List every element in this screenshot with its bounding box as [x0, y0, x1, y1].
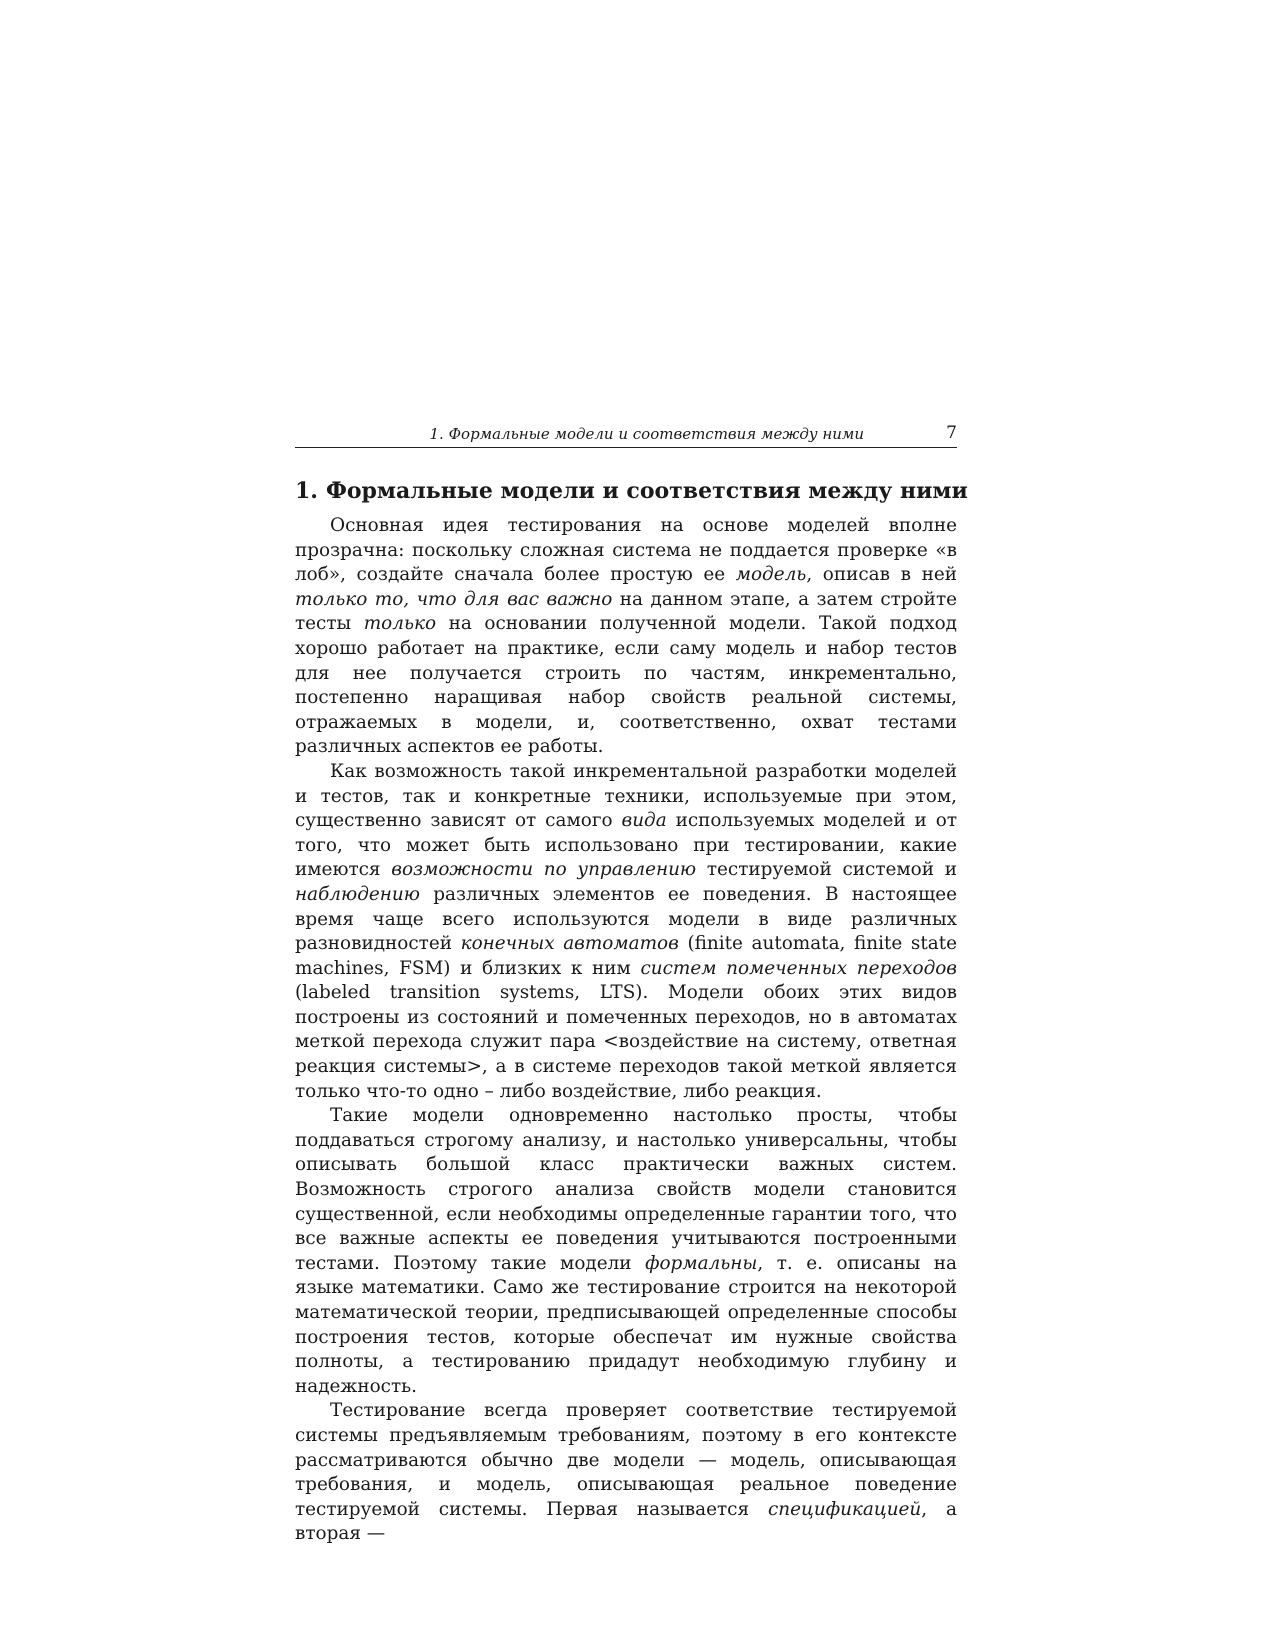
section-heading: [295, 478, 968, 504]
text-run: на основании полученной модели. Такой подход хорошо работает на практике, если саму модель и набор тестов для нее получается строить по частям, инкрементально, постепенно наращивая набор свойств реальной системы, отражаемых в модели, и, соответственно, охват тестами различных аспектов ее работы.: [295, 613, 957, 758]
page-number: 7: [946, 423, 957, 443]
emphasis-term: возможности по управлению: [391, 859, 697, 881]
section-title: Формальные модели и соответствия между ними: [325, 478, 968, 504]
text-run: (finite automata, finite state machines, FSM) и близких к ним: [295, 933, 957, 979]
emphasis-term: модель: [735, 564, 807, 586]
text-run: Как возможность такой инкрементальной разработки моделей и тестов, так и конкретные техники, используемые при этом, существенно зависят от самого: [295, 760, 957, 832]
text-run: Основная идея тестирования на основе моделей вполне прозрачна: поскольку сложная система не поддается проверке «в лоб», создайте сначала более простую ее: [295, 515, 957, 586]
paragraph-3: [295, 1104, 957, 1399]
text-run: на данном этапе, а затем стройте тесты: [295, 588, 957, 635]
text-run: (labeled transition systems, LTS). Модели обоих этих видов построены из состояний и помеченных переходов, но в автоматах меткой перехода служит пара <воздействие на систему, ответная реакция системы>, а в системе переходов такой меткой является только что-то одно – либо воздействие, либо реакция.: [295, 982, 957, 1102]
text-run: различных элементов ее поведения. В настоящее время чаще всего используются модели в виде различных разновидностей: [295, 883, 957, 955]
page-column: [295, 422, 968, 1547]
emphasis-term: конечных автоматов: [460, 933, 679, 955]
body-text: [295, 514, 957, 1547]
text-run: используемых моделей и от того, что может быть использовано при тестировании, какие имеются: [295, 810, 957, 881]
emphasis-term: наблюдению: [295, 883, 420, 905]
text-run: тестируемой системой и: [696, 859, 957, 881]
paragraph-4: [295, 1399, 957, 1547]
paragraph-1: [295, 514, 957, 760]
emphasis-term: систем помеченных переходов: [640, 957, 957, 979]
text-run: Тестирование всегда проверяет соответствие тестируемой системы предъявляемым требованиям, поэтому в его контексте рассматриваются обычно две модели — модель, описывающая требования, и модель, описывающая реальное поведение тестируемой системы. Первая называется: [295, 1400, 957, 1520]
emphasis-term: формальны: [645, 1252, 758, 1274]
text-run: , а вторая —: [295, 1498, 957, 1545]
paragraph-2: [295, 760, 957, 1104]
text-run: Такие модели одновременно настолько просты, чтобы поддаваться строгому анализу, и настолько универсальны, чтобы описывать большой класс практически важных систем. Возможность строгого анализа свойств модели становится существенной, если необходимы определенные гарантии того, что все важные аспекты ее поведения учитываются построенными тестами. Поэтому такие модели: [295, 1105, 957, 1274]
running-header: [295, 422, 957, 448]
emphasis-term: только: [363, 613, 437, 635]
text-run: , т. е. описаны на языке математики. Само же тестирование строится на некоторой математической теории, предписывающей определенные способы построения тестов, которые обеспечат им нужные свойства полноты, а тестированию придадут необходимую глубину и надежность.: [295, 1252, 957, 1397]
emphasis-term: вида: [621, 810, 667, 832]
text-run: , описав в ней: [806, 564, 957, 586]
emphasis-term: только то, что для вас важно: [295, 588, 613, 610]
running-header-title: 1. Формальные модели и соответствия между ними: [429, 425, 864, 443]
emphasis-term: спецификацией: [767, 1498, 922, 1520]
section-number: 1.: [295, 478, 318, 504]
